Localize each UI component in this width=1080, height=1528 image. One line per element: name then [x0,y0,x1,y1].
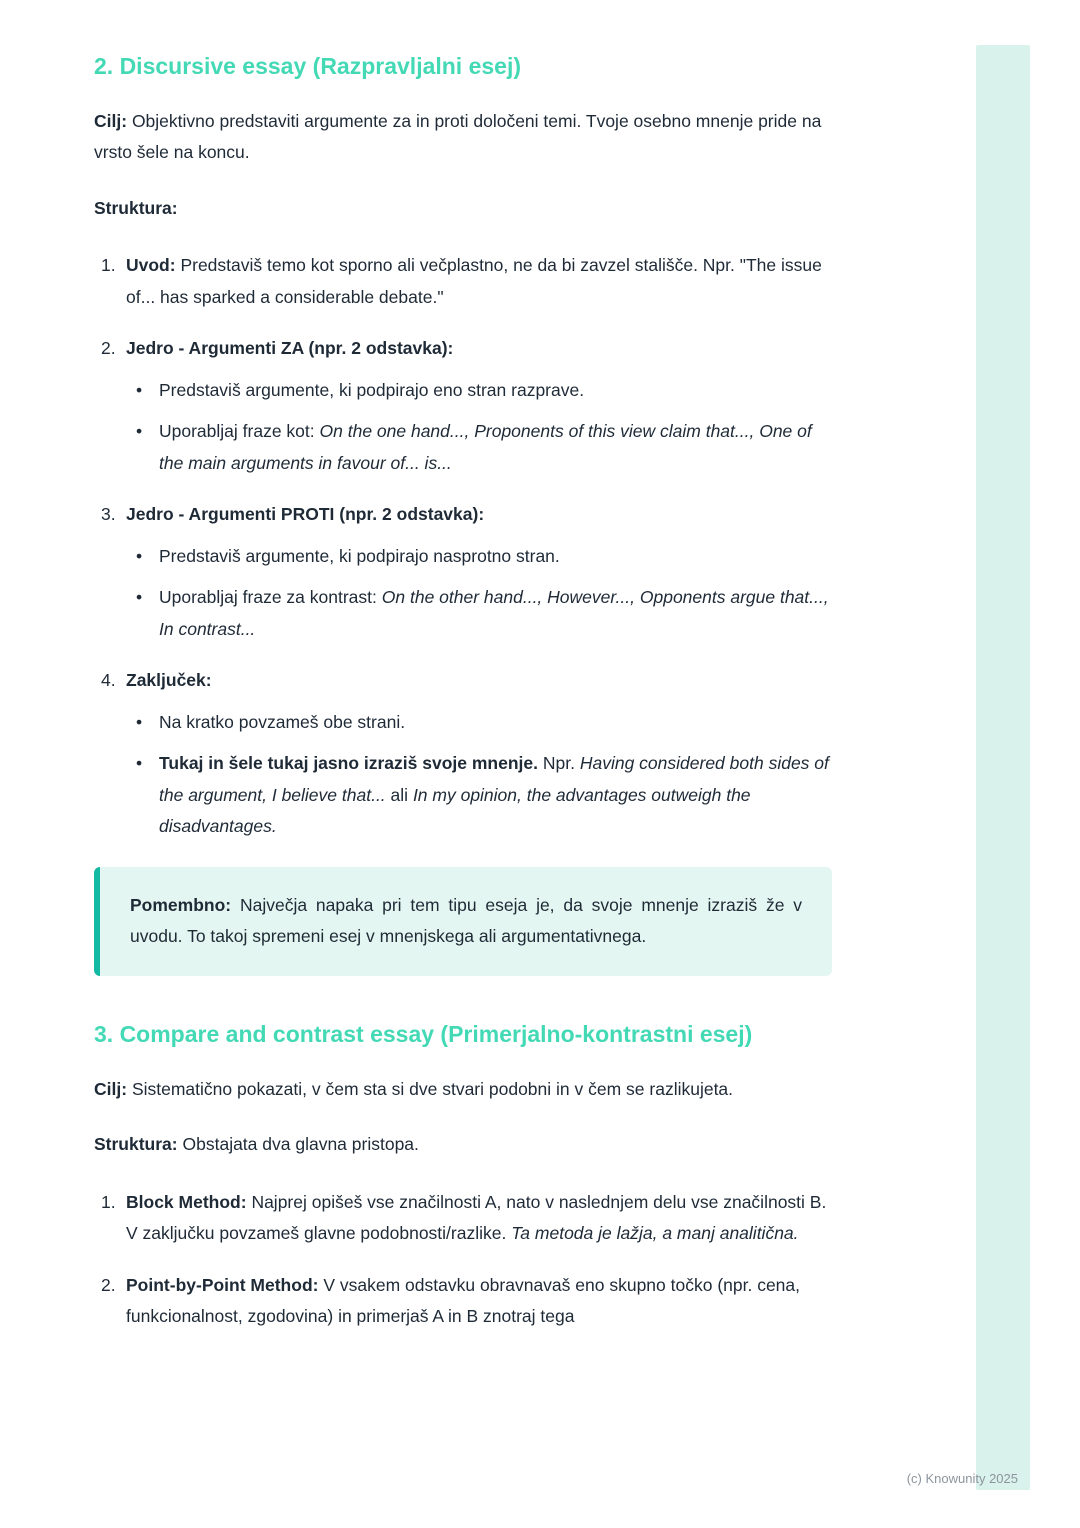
callout-label: Pomembno: [130,894,232,915]
item-body [126,665,832,843]
zakljucek-bullet2-bold: Tukaj in šele tukaj jasno izraziš svoje mnenje. [159,753,538,774]
copyright-text: (c) Knowunity 2025 [906,1471,1018,1486]
list-item-uvod [94,250,832,313]
bullet-item [126,375,832,407]
za-bullet2-phrases: On the one hand..., Proponents of this view claim that..., One of the main arguments in favour of... is... [159,421,812,473]
bullet-icon: • [136,753,143,774]
item-body [126,1187,832,1250]
bullet-item [126,748,832,843]
proti-label: Jedro - Argumenti PROTI (npr. 2 odstavka): [126,504,485,525]
zakljucek-bullet2-example1: Having considered both sides of the argument, I believe that... [159,753,829,805]
point-method-label: Point-by-Point Method: [126,1274,319,1295]
za-bullet2 [159,416,832,479]
item-body [126,499,832,645]
zakljucek-bullet2-example2: In my opinion, the advantages outweigh the disadvantages. [159,784,751,837]
proti-bullet2-plain: Uporabljaj fraze za kontrast: [159,587,377,608]
struktura-text: Obstajata dva glavna pristopa. [182,1134,419,1155]
uvod-text: Predstaviš temo kot sporno ali večplastno, ne da bi zavzel stališče. Npr. "The issue of... has sparked a considerable debate." [126,255,822,307]
compare-cilj-paragraph [94,1074,832,1106]
callout-paragraph [130,890,802,953]
section-heading-discursive: 2. Discursive essay (Razpravljalni esej) [94,53,522,79]
za-bullet1: Predstaviš argumente, ki podpirajo eno stran razprave. [159,379,585,400]
bullet-item [126,416,832,479]
cilj-label: Cilj: [94,110,128,131]
item-number: 3. [101,504,116,525]
uvod-label: Uvod: [126,255,176,276]
item-body [126,333,832,479]
bullet-item [126,541,832,573]
proti-bullet1: Predstaviš argumente, ki podpirajo nasprotno stran. [159,545,560,566]
list-item-block-method [94,1187,832,1250]
zakljucek-bullet2 [159,748,832,843]
block-method-paragraph [126,1187,832,1250]
struktura-label: Struktura: [94,197,178,218]
bullet-icon: • [136,379,143,400]
important-callout [94,867,832,976]
item-number: 1. [101,1191,116,1212]
bullet-icon: • [136,545,143,566]
za-label: Jedro - Argumenti ZA (npr. 2 odstavka): [126,338,454,359]
zakljucek-bullet2-ali: ali [390,784,409,805]
point-method-paragraph [126,1270,832,1333]
bullet-item [126,707,832,739]
document-content [94,0,832,1353]
uvod-paragraph [126,250,832,313]
section-heading-compare: 3. Compare and contrast essay (Primerjalno-kontrastni esej) [94,1020,753,1047]
item-body [126,1270,832,1333]
list-item-jedro-proti [94,499,832,645]
bullet-icon: • [136,711,143,732]
zakljucek-bullet1: Na kratko povzameš obe strani. [159,711,406,732]
bullet-icon: • [136,587,143,608]
struktura-label: Struktura: [94,1134,178,1155]
zakljucek-label-paragraph [126,665,832,697]
proti-label-paragraph [126,499,832,531]
bullet-item [126,582,832,645]
bullet-icon: • [136,421,143,442]
item-number: 2. [101,1274,116,1295]
proti-bullet2-phrases: On the other hand..., However..., Opponents argue that..., In contrast... [159,587,829,639]
list-item-zakljucek [94,665,832,843]
item-number: 1. [101,255,116,276]
side-accent-strip [976,45,1030,1490]
list-item-point-method [94,1270,832,1333]
za-bullet2-plain: Uporabljaj fraze kot: [159,421,315,442]
list-item-jedro-za [94,333,832,479]
callout-text: Največja napaka pri tem tipu eseja je, da svoje mnenje izraziš že v uvodu. To takoj spremeni esej v mnenjskega ali argumentativnega. [130,894,802,947]
point-method-text: V vsakem odstavku obravnavaš eno skupno točko (npr. cena, funkcionalnost, zgodovina) in primerjaš A in B znotraj tega [126,1274,801,1327]
item-number: 2. [101,338,116,359]
cilj-text: Objektivno predstaviti argumente za in proti določeni temi. Tvoje osebno mnenje pride na vrsto šele na koncu. [94,110,822,163]
zakljucek-bullet2-npr: Npr. [542,753,575,774]
cilj-text: Sistematično pokazati, v čem sta si dve stvari podobni in v čem se razlikujeta. [131,1078,734,1099]
discursive-cilj-paragraph [94,106,832,169]
block-method-text: Najprej opišeš vse značilnosti A, nato v naslednjem delu vse značilnosti B. V zaključku povzameš glavne podobnosti/razlike. [126,1191,827,1244]
item-number: 4. [101,670,116,691]
block-method-label: Block Method: [126,1191,247,1212]
discursive-struktura-label [94,193,832,225]
zakljucek-label: Zaključek: [126,670,212,691]
item-body [126,250,832,313]
block-method-note: Ta metoda je lažja, a manj analitična. [511,1223,799,1244]
proti-bullet2 [159,582,832,645]
compare-struktura-paragraph [94,1129,832,1161]
cilj-label: Cilj: [94,1078,128,1099]
za-label-paragraph [126,333,832,365]
